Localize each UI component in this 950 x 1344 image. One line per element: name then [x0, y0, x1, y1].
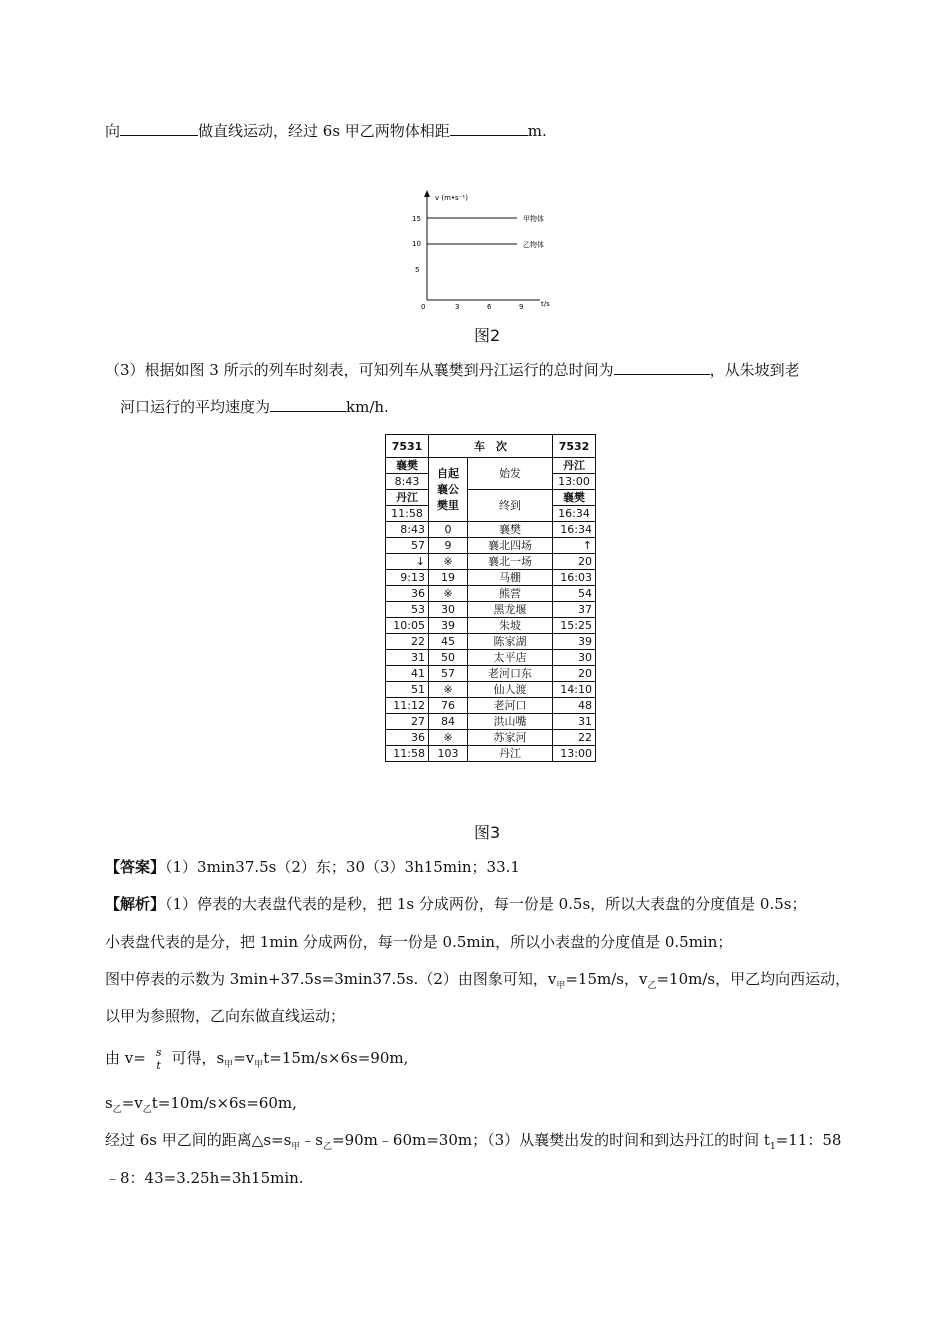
cell-time-down: 57 [386, 538, 429, 554]
timetable-row [386, 746, 596, 762]
analysis-label: 【解析】 [105, 895, 166, 913]
analysis-line-8: ﹣8：43=3.25h=3h15min. [105, 1169, 304, 1187]
cell-distance: ※ [429, 554, 468, 570]
timetable-row [386, 682, 596, 698]
y-tick-label: 15 [412, 215, 421, 223]
cell-distance: 50 [429, 650, 468, 666]
timetable-row [386, 522, 596, 538]
origin-time-left: 8:43 [386, 474, 429, 490]
cell-distance: ※ [429, 730, 468, 746]
cell-time-up: 13:00 [553, 746, 596, 762]
y-axis-arrow [424, 190, 430, 197]
timetable-row [386, 730, 596, 746]
cell-distance: 0 [429, 522, 468, 538]
cell-time-down: 9:13 [386, 570, 429, 586]
cell-time-down: 51 [386, 682, 429, 698]
answer-blank [450, 121, 528, 136]
cell-time-down: 11:12 [386, 698, 429, 714]
analysis-line-7: 经过 6s 甲乙间的距离$\triangle s=s_甲﹣s_乙=90m﹣60m=30m$；（3）从襄樊出发的时间和到达丹江的时间 $t_1=11$：58 [105, 1131, 842, 1152]
timetable-row [386, 714, 596, 730]
cell-station: 朱坡 [468, 618, 553, 634]
x-tick-label: 0 [421, 303, 426, 311]
timetable-row [386, 586, 596, 602]
cell-time-down: 10:05 [386, 618, 429, 634]
answer-blank [120, 121, 198, 136]
x-tick-label: 9 [519, 303, 524, 311]
cell-distance: ※ [429, 682, 468, 698]
departure-label: 始发 [468, 458, 553, 490]
figure-2-caption: 图2 [474, 326, 501, 345]
cell-station: 马棚 [468, 570, 553, 586]
figure-3-caption: 图3 [474, 823, 501, 842]
cell-time-up: 37 [553, 602, 596, 618]
cell-station: 黑龙堰 [468, 602, 553, 618]
timetable-row [386, 570, 596, 586]
cell-distance: 19 [429, 570, 468, 586]
y-tick-label: 5 [415, 266, 420, 274]
question-3-line-2: 河口运行的平均速度为 km/h. [120, 398, 389, 416]
cell-time-up: 22 [553, 730, 596, 746]
train-number-right: 7532 [553, 435, 596, 458]
answer-line: 【答案】（1）3min37.5s（2）东；30（3）3h15min；33.1 [105, 858, 520, 876]
terminal-time-right: 16:34 [553, 506, 596, 522]
cell-time-down: 27 [386, 714, 429, 730]
cell-time-up: 54 [553, 586, 596, 602]
y-tick-label: 10 [412, 240, 421, 248]
train-number-label: 车 次 [429, 435, 553, 458]
origin-station-right: 丹江 [553, 458, 596, 474]
cell-time-up: 31 [553, 714, 596, 730]
answer-blank [614, 360, 710, 375]
cell-time-up: 20 [553, 666, 596, 682]
x-axis-label: t/s [541, 300, 550, 308]
cell-station: 襄北四场 [468, 538, 553, 554]
x-tick-label: 6 [487, 303, 492, 311]
answer-label: 【答案】 [105, 858, 166, 876]
figure-2-vt-graph [405, 188, 565, 313]
cell-time-up: ↑ [553, 538, 596, 554]
arrival-label: 终到 [468, 490, 553, 522]
analysis-line-4: 以甲为参照物，乙向东做直线运动； [105, 1007, 346, 1025]
cell-distance: 84 [429, 714, 468, 730]
cell-distance: 57 [429, 666, 468, 682]
y-axis-label: v (m•s⁻¹) [435, 194, 468, 202]
cell-time-up: 16:03 [553, 570, 596, 586]
cell-distance: 9 [429, 538, 468, 554]
timetable-row [386, 554, 596, 570]
timetable-row [386, 538, 596, 554]
analysis-line-2: 小表盘代表的是分，把 1min 分成两份，每一份是 0.5min，所以小表盘的分度值是 0.5min； [105, 933, 733, 951]
cell-time-up: 48 [553, 698, 596, 714]
timetable-rows [386, 522, 596, 762]
analysis-line-3: 图中停表的示数为 3min+37.5s=3min37.5s.（2）由图象可知，$v_甲=15m/s$，$v_乙=10m/s$，甲乙均向西运动， [105, 970, 851, 991]
answer-blank [270, 397, 346, 412]
timetable-row [386, 650, 596, 666]
cell-time-down: 8:43 [386, 522, 429, 538]
cell-station: 襄樊 [468, 522, 553, 538]
cell-station: 老河口东 [468, 666, 553, 682]
timetable-row [386, 602, 596, 618]
terminal-station-right: 襄樊 [553, 490, 596, 506]
cell-distance: 45 [429, 634, 468, 650]
cell-distance: 39 [429, 618, 468, 634]
cell-time-up: 16:34 [553, 522, 596, 538]
cell-station: 丹江 [468, 746, 553, 762]
analysis-line-1: 【解析】（1）停表的大表盘代表的是秒，把 1s 分成两份，每一份是 0.5s，所以大表盘的分度值是 0.5s； [105, 895, 807, 913]
cell-time-up: 15:25 [553, 618, 596, 634]
fraction-s-over-t: s t [155, 1046, 162, 1072]
cell-time-down: 41 [386, 666, 429, 682]
figure-3-train-timetable [385, 434, 596, 762]
distance-column-header: 自起襄公樊里 [429, 458, 468, 522]
cell-station: 熊营 [468, 586, 553, 602]
cell-time-down: 36 [386, 730, 429, 746]
timetable-row [386, 634, 596, 650]
question-3-line-1: （3）根据如图 3 所示的列车时刻表，可知列车从襄樊到丹江运行的总时间为 ，从朱坡到老 [105, 361, 800, 379]
timetable-header-row [386, 435, 596, 458]
analysis-line-5: 由 v= s t 可得，$s_甲=v_甲t=15m/s\times 6s=90m$, [105, 1046, 409, 1072]
timetable-row [386, 618, 596, 634]
series-label-jia: 甲物体 [523, 215, 544, 223]
timetable-row [386, 698, 596, 714]
analysis-line-6: $s_乙=v_乙t=10m/s\times 6s=60m$, [105, 1094, 297, 1115]
cell-time-down: 53 [386, 602, 429, 618]
cell-time-up: 14:10 [553, 682, 596, 698]
cell-distance: ※ [429, 586, 468, 602]
series-label-yi: 乙物体 [523, 241, 544, 249]
cell-station: 老河口 [468, 698, 553, 714]
cell-distance: 30 [429, 602, 468, 618]
question-intro-line: 向 做直线运动，经过 6s 甲乙两物体相距 m. [105, 122, 547, 140]
cell-station: 苏家河 [468, 730, 553, 746]
cell-distance: 103 [429, 746, 468, 762]
cell-distance: 76 [429, 698, 468, 714]
origin-time-right: 13:00 [553, 474, 596, 490]
cell-time-down: 36 [386, 586, 429, 602]
terminal-time-left: 11:58 [386, 506, 429, 522]
cell-time-down: 31 [386, 650, 429, 666]
cell-time-down: ↓ [386, 554, 429, 570]
cell-time-down: 22 [386, 634, 429, 650]
terminal-station-left: 丹江 [386, 490, 429, 506]
cell-time-up: 39 [553, 634, 596, 650]
cell-station: 襄北一场 [468, 554, 553, 570]
cell-station: 洪山嘴 [468, 714, 553, 730]
x-tick-label: 3 [455, 303, 460, 311]
cell-time-up: 20 [553, 554, 596, 570]
cell-time-down: 11:58 [386, 746, 429, 762]
cell-station: 太平店 [468, 650, 553, 666]
cell-station: 陈家湖 [468, 634, 553, 650]
origin-station-left: 襄樊 [386, 458, 429, 474]
train-number-left: 7531 [386, 435, 429, 458]
cell-time-up: 30 [553, 650, 596, 666]
cell-station: 仙人渡 [468, 682, 553, 698]
timetable-row [386, 666, 596, 682]
